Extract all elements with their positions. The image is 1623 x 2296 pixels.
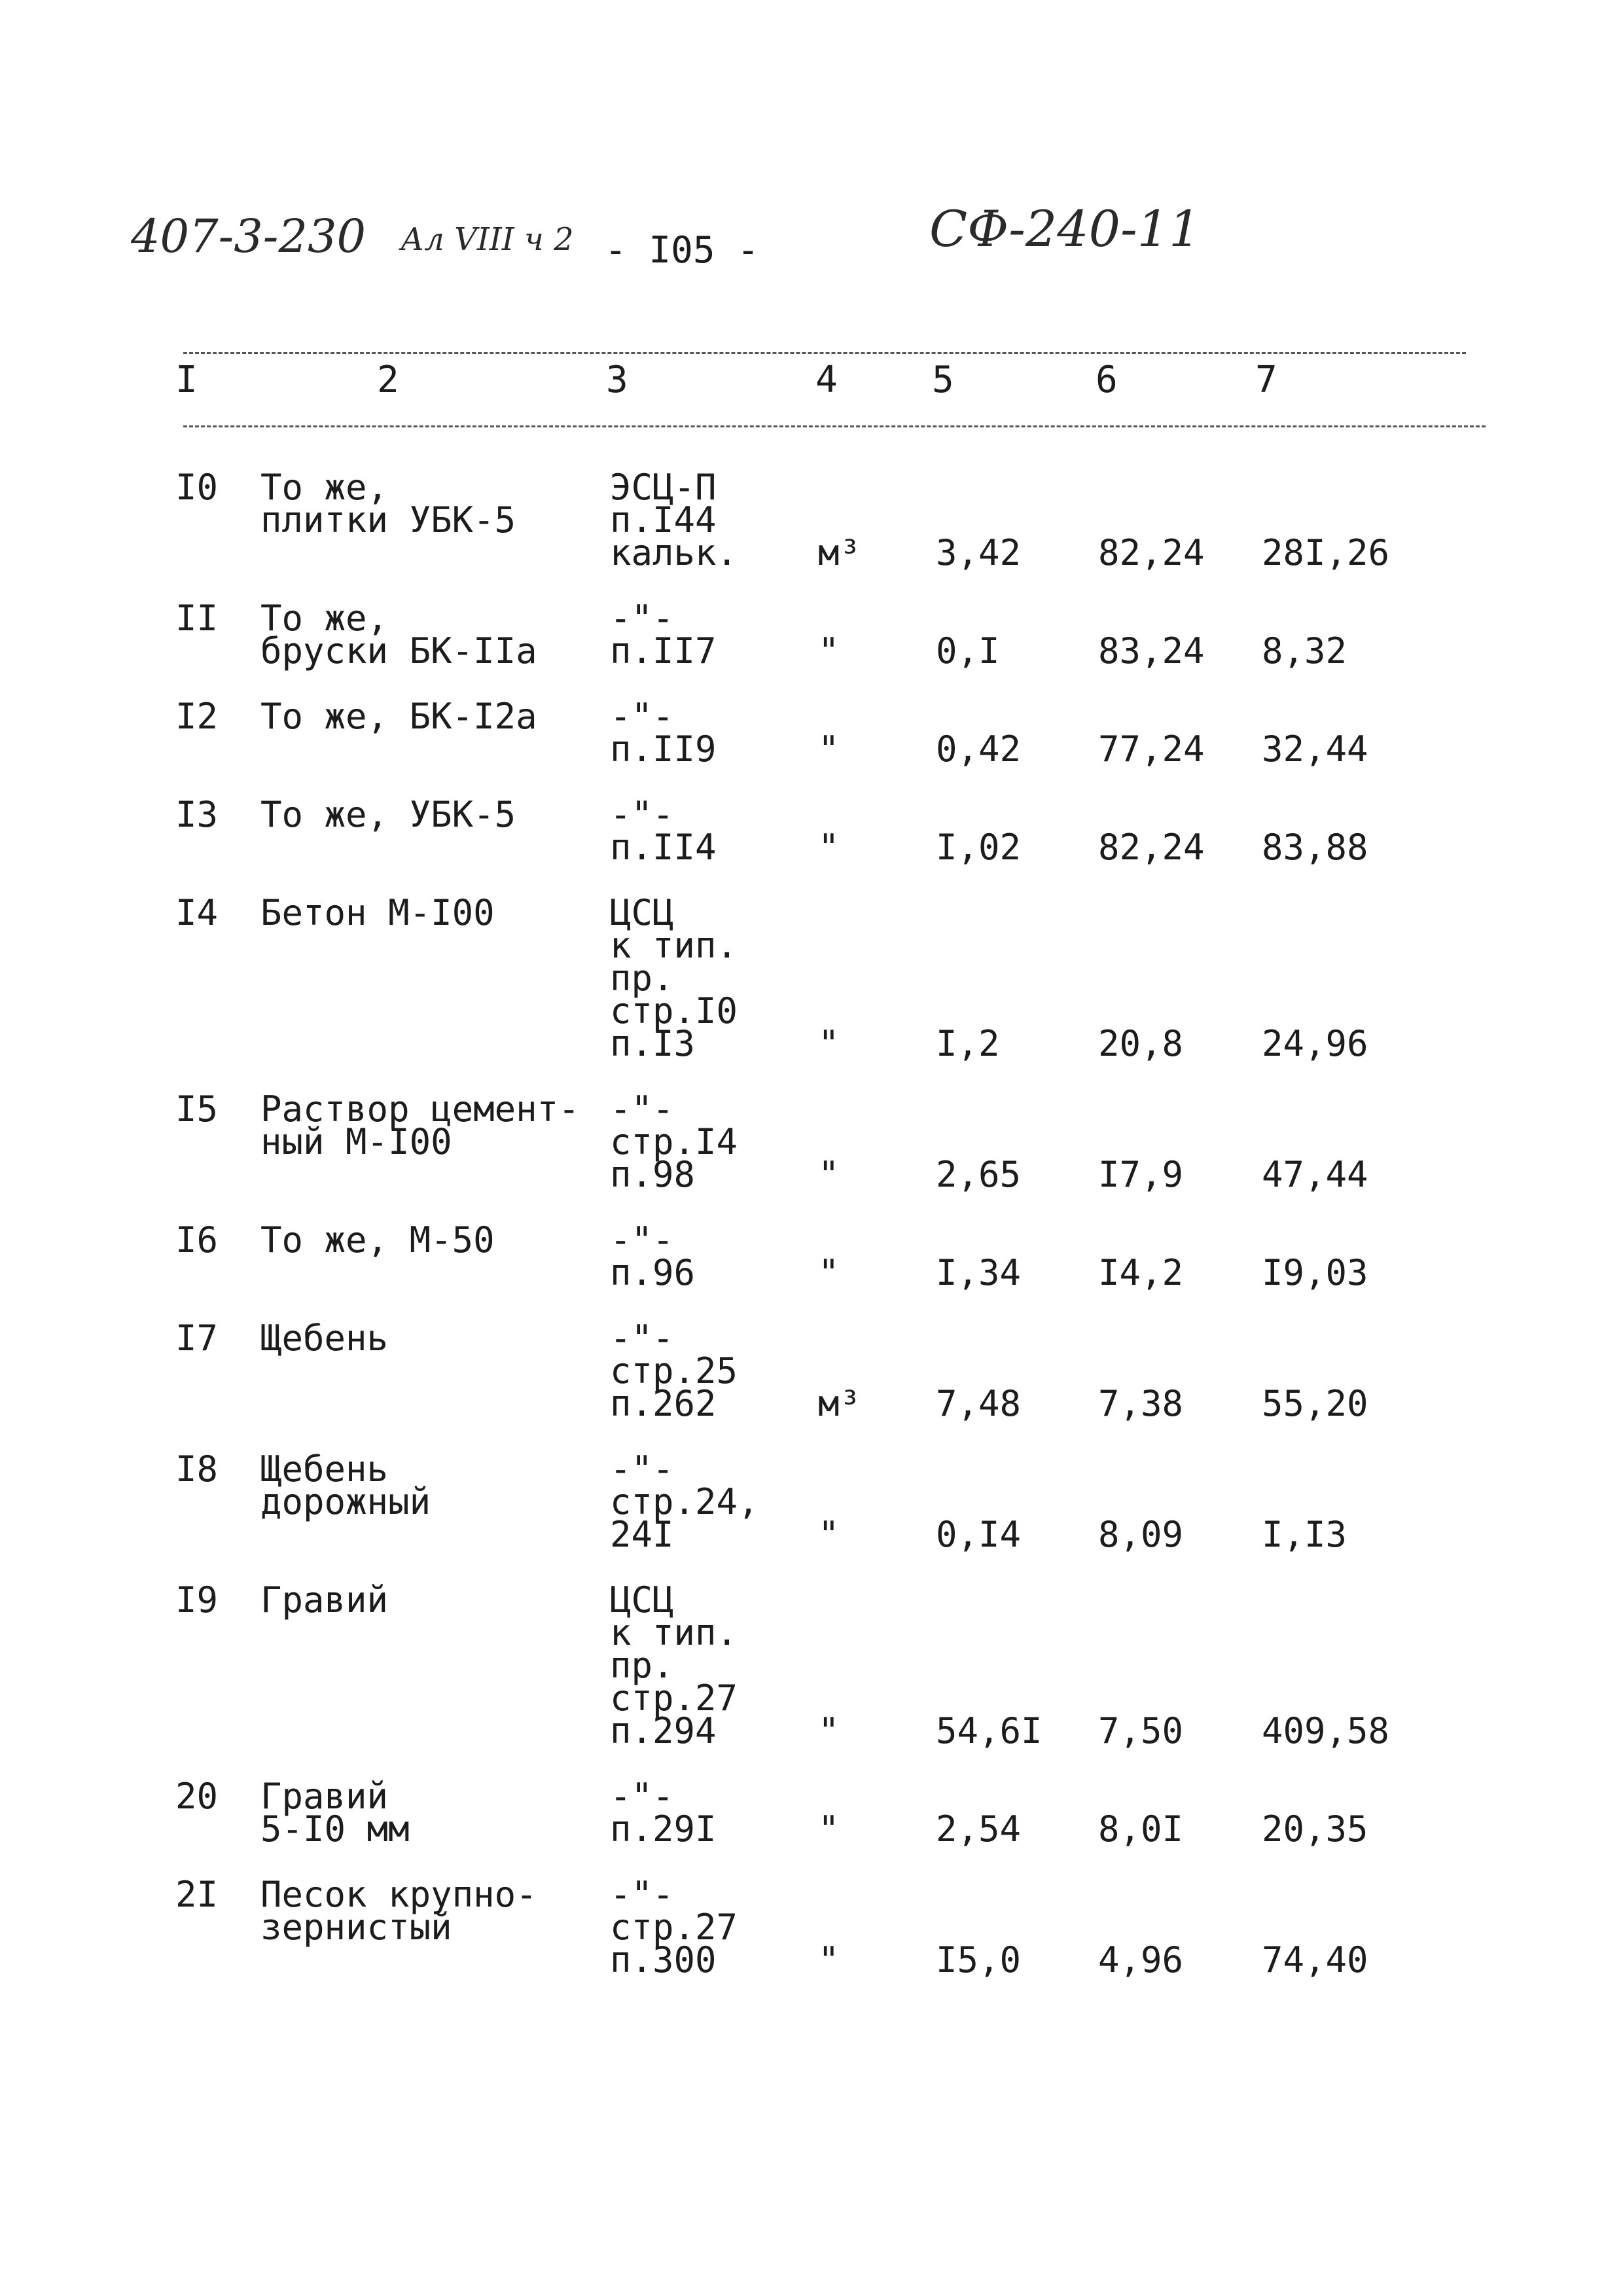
row-number: II (175, 598, 219, 639)
row-number: I2 (175, 696, 219, 737)
quantity: 0,42 (936, 728, 1022, 770)
total-cost: I,I3 (1262, 1514, 1347, 1555)
unit: " (818, 630, 840, 672)
price-reference: -"- п.II9 (610, 696, 717, 770)
price-reference: -"- стр.24, 24I (610, 1448, 759, 1555)
album-reference: Ал VIII ч 2 (401, 221, 574, 258)
item-name: То же, М-50 (260, 1219, 495, 1261)
unit: " (818, 1252, 840, 1293)
quantity: 0,I4 (936, 1514, 1022, 1555)
column-header-5: 5 (932, 359, 954, 401)
unit: м³ (818, 1383, 861, 1424)
unit: " (818, 1939, 840, 1981)
unit: " (818, 1514, 840, 1555)
total-cost: 28I,26 (1262, 532, 1390, 573)
row-number: 20 (175, 1776, 219, 1817)
item-name: Гравий (260, 1579, 389, 1621)
item-name: То же, БК-I2а (260, 696, 537, 737)
unit: " (818, 827, 840, 868)
row-number: I6 (175, 1219, 219, 1261)
item-name: То же, плитки УБК-5 (260, 467, 516, 541)
document-code: 407-3-230 (131, 209, 366, 263)
table-header-rule (183, 425, 1486, 427)
unit-price: 4,96 (1098, 1939, 1184, 1981)
quantity: 3,42 (936, 532, 1022, 573)
item-name: Щебень дорожный (260, 1448, 431, 1522)
row-number: I7 (175, 1318, 219, 1359)
sheet-code: СФ-240-11 (929, 200, 1201, 258)
row-number: I5 (175, 1088, 219, 1130)
quantity: 54,6I (936, 1710, 1043, 1751)
column-header-2: 2 (377, 359, 399, 401)
unit-price: 77,24 (1098, 728, 1205, 770)
row-number: I0 (175, 467, 219, 508)
price-reference: ЦСЦ к тип. пр. стр.I0 п.I3 (610, 892, 738, 1064)
unit-price: I7,9 (1098, 1154, 1184, 1195)
quantity: I,2 (936, 1023, 1000, 1064)
item-name: Раствор цемент- ный М-I00 (260, 1088, 580, 1162)
price-reference: -"- стр.I4 п.98 (610, 1088, 738, 1195)
total-cost: 409,58 (1262, 1710, 1390, 1751)
price-reference: -"- стр.27 п.300 (610, 1874, 738, 1981)
total-cost: 24,96 (1262, 1023, 1368, 1064)
row-number: I4 (175, 892, 219, 933)
column-header-6: 6 (1096, 359, 1118, 401)
column-header-1: I (175, 359, 198, 401)
price-reference: -"- п.96 (610, 1219, 696, 1293)
row-number: I8 (175, 1448, 219, 1490)
unit-price: 8,0I (1098, 1808, 1184, 1850)
quantity: 2,65 (936, 1154, 1022, 1195)
price-reference: ЦСЦ к тип. пр. стр.27 п.294 (610, 1579, 738, 1751)
unit-price: 82,24 (1098, 827, 1205, 868)
price-reference: -"- п.II4 (610, 794, 717, 868)
price-reference: ЭСЦ-П п.I44 кальк. (610, 467, 738, 573)
unit-price: 7,50 (1098, 1710, 1184, 1751)
unit: " (818, 1710, 840, 1751)
unit-price: I4,2 (1098, 1252, 1184, 1293)
total-cost: 55,20 (1262, 1383, 1368, 1424)
item-name: Песок крупно- зернистый (260, 1874, 537, 1948)
item-name: То же, бруски БК-IIа (260, 598, 537, 672)
item-name: То же, УБК-5 (260, 794, 516, 835)
total-cost: 32,44 (1262, 728, 1368, 770)
total-cost: 47,44 (1262, 1154, 1368, 1195)
unit-price: 7,38 (1098, 1383, 1184, 1424)
total-cost: 83,88 (1262, 827, 1368, 868)
unit-price: 83,24 (1098, 630, 1205, 672)
unit: м³ (818, 532, 861, 573)
quantity: I,02 (936, 827, 1022, 868)
total-cost: 20,35 (1262, 1808, 1368, 1850)
column-header-3: 3 (606, 359, 628, 401)
quantity: I,34 (936, 1252, 1022, 1293)
quantity: 0,I (936, 630, 1000, 672)
item-name: Щебень (260, 1318, 389, 1359)
total-cost: I9,03 (1262, 1252, 1368, 1293)
item-name: Бетон М-I00 (260, 892, 495, 933)
column-header-4: 4 (815, 359, 838, 401)
quantity: I5,0 (936, 1939, 1022, 1981)
item-name: Гравий 5-I0 мм (260, 1776, 410, 1850)
unit: " (818, 728, 840, 770)
price-reference: -"- п.II7 (610, 598, 717, 672)
row-number: 2I (175, 1874, 219, 1915)
column-header-7: 7 (1255, 359, 1277, 401)
page-number: - I05 - (605, 229, 760, 272)
total-cost: 74,40 (1262, 1939, 1368, 1981)
unit: " (818, 1808, 840, 1850)
unit-price: 82,24 (1098, 532, 1205, 573)
price-reference: -"- стр.25 п.262 (610, 1318, 738, 1424)
total-cost: 8,32 (1262, 630, 1347, 672)
quantity: 7,48 (936, 1383, 1022, 1424)
row-number: I9 (175, 1579, 219, 1621)
price-reference: -"- п.29I (610, 1776, 717, 1850)
table-top-rule (183, 352, 1466, 354)
quantity: 2,54 (936, 1808, 1022, 1850)
unit-price: 20,8 (1098, 1023, 1184, 1064)
unit: " (818, 1023, 840, 1064)
unit: " (818, 1154, 840, 1195)
unit-price: 8,09 (1098, 1514, 1184, 1555)
row-number: I3 (175, 794, 219, 835)
